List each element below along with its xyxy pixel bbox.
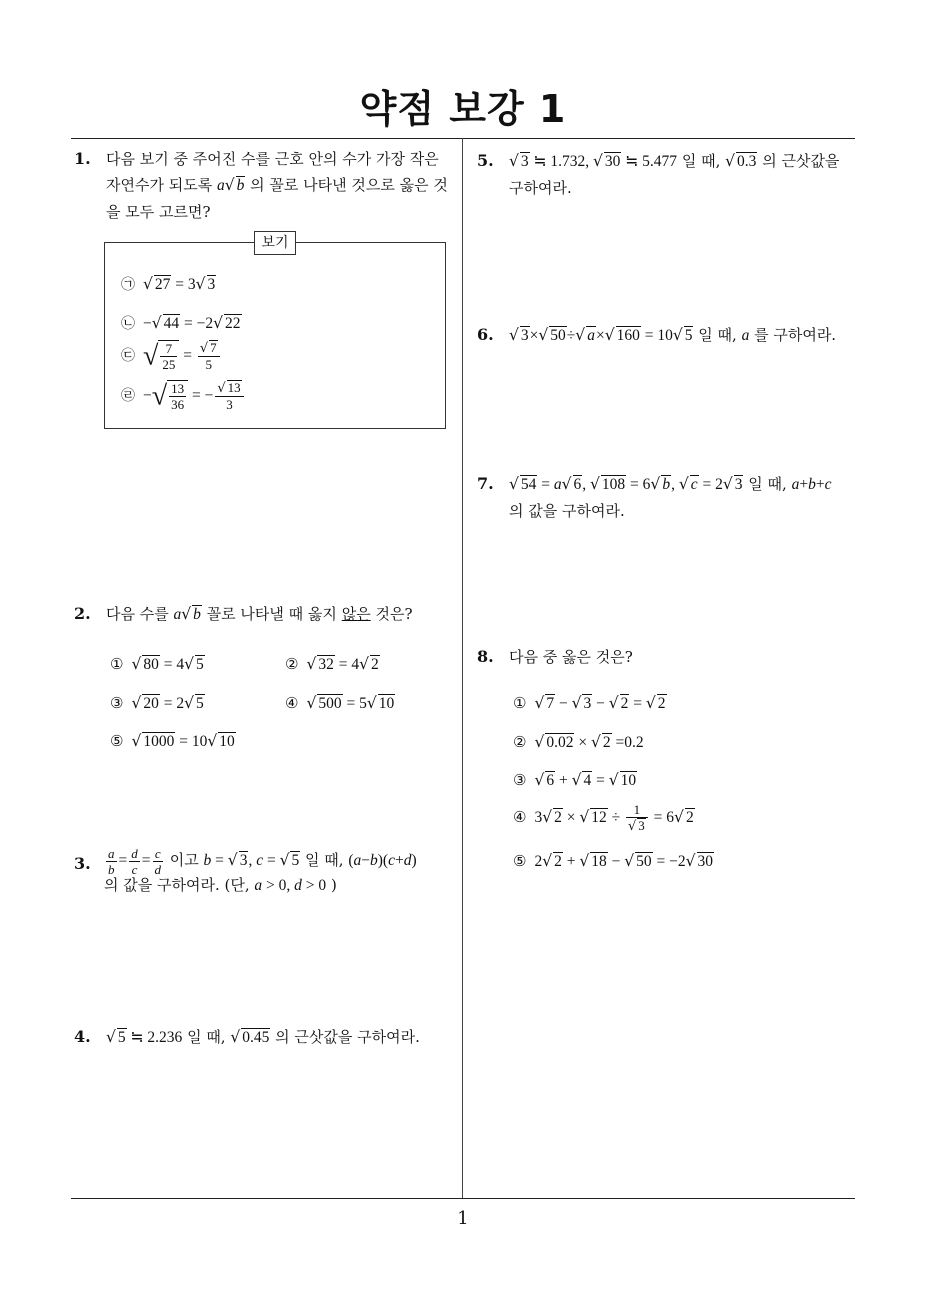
problem-4-number: 4. [74, 1027, 91, 1046]
problem-2-number: 2. [74, 604, 91, 623]
problem-7-text [509, 471, 869, 524]
page-title: 약점 보강 1 [359, 87, 567, 131]
problem-1-text [106, 146, 458, 225]
problem-1-line3: 을 모두 고르면? [106, 203, 211, 221]
bogi-label: 보기 [254, 231, 296, 255]
problem-8-text: 다음 중 옳은 것은? [509, 648, 633, 666]
problem-2-option-1: ① √ 80 = 4√ 5 [110, 655, 204, 673]
problem-2-text: 다음 수를 a√ b 꼴로 나타낼 때 옳지 않은 것은? [106, 605, 413, 623]
problem-6-number: 6. [477, 325, 494, 344]
problem-2-option-5: ⑤ √ 1000 = 10√ 10 [110, 732, 235, 750]
problem-8-option-5: ⑤ 2√ 2 + √ 18 − √ 50 = −2√ 30 [513, 852, 713, 870]
problem-1-line1: 다음 보기 중 주어진 수를 근호 안의 수가 가장 작은 [106, 150, 439, 168]
page-number: 1 [457, 1208, 469, 1229]
problem-5-number: 5. [477, 151, 494, 170]
problem-7-line2: 의 값을 구하여라. [509, 502, 625, 520]
problem-7-line1: √ 54 = a√ 6, √ 108 = 6√ b, √ c = 2√ 3 일 때, a+b+c [509, 475, 832, 493]
problem-1-number: 1. [74, 149, 91, 168]
problem-2-option-3: ③ √ 20 = 2√ 5 [110, 694, 204, 712]
problem-3-number: 3. [74, 854, 91, 873]
top-rule [71, 138, 855, 139]
problem-8-option-2: ② √ 0.02 × √ 2 =0.2 [513, 733, 644, 751]
problem-5-text [509, 148, 861, 201]
problem-8-option-3: ③ √ 6 + √ 4 = √ 10 [513, 771, 637, 789]
problem-6-text: √ 3×√ 50÷√ a×√ 160 = 10√ 5 일 때, a 를 구하여라. [509, 326, 837, 344]
problem-5-line2: 구하여라. [509, 179, 572, 197]
problem-1-line2: 자연수가 되도록 a√ b 의 꼴로 나타낸 것으로 옳은 것 [106, 176, 448, 194]
problem-2-option-2: ② √ 32 = 4√ 2 [285, 655, 379, 673]
problem-3-line1: $\frac{a}{b}$ = $\frac{d}{c}$ = $\frac{c}{d}$ 이고 b = √ 3, c = √ 5 일 때, (a−b)(c+d) [108, 846, 417, 877]
problem-8-option-4: ④ 3√ 2 × √ 12 ÷ $\frac{1}{√ 3}$ = 6√ 2 [513, 802, 694, 834]
problem-8-option-1: ① √ 7 − √ 3 − √ 2 = √ 2 [513, 694, 666, 712]
column-divider [462, 138, 463, 1198]
problem-7-number: 7. [477, 474, 494, 493]
bottom-rule [71, 1198, 855, 1199]
problem-5-line1: √ 3 ≒ 1.732, √ 30 ≒ 5.477 일 때, √ 0.3 의 근삿값을 [509, 152, 840, 170]
bogi-item-3: ㉢ √ $\frac{7}{25}$ = $\frac{√ 7}{5}$ [121, 340, 222, 372]
problem-3-line2: 의 값을 구하여라. (단, a > 0, d > 0 ) [104, 876, 337, 894]
bogi-item-1: ㉠ √ 27 = 3√ 3 [121, 275, 216, 293]
problem-4-text: √ 5 ≒ 2.236 일 때, √ 0.45 의 근삿값을 구하여라. [106, 1028, 420, 1046]
bogi-item-4: ㉣ −√ $\frac{13}{36}$ = − $\frac{√ 13}{3}$ [121, 380, 246, 412]
bogi-item-2: ㉡ −√ 44 = −2√ 22 [121, 314, 241, 332]
problem-3-text [104, 846, 460, 900]
problem-2-option-4: ④ √ 500 = 5√ 10 [285, 694, 395, 712]
problem-8-number: 8. [477, 647, 494, 666]
